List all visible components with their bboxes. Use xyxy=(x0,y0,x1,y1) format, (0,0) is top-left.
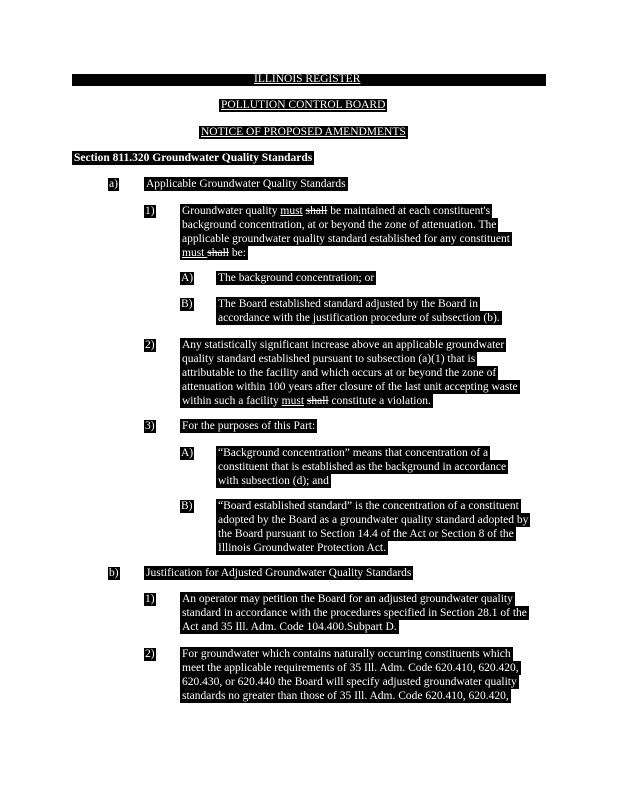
a1B-label: B) xyxy=(181,298,193,310)
b2-line-2: meet the applicable requirements of 35 Ill. Adm. Code 620.410, 620.420, xyxy=(182,662,519,674)
b2-line-4: standards no greater than those of 35 Ill. Adm. Code 620.410, 620.420, xyxy=(182,690,509,702)
a1-line-2: background concentration, at or beyond the zone of attenuation. The xyxy=(182,219,497,231)
b2-line-1: For groundwater which contains naturally occurring constituents which xyxy=(182,648,511,660)
a3A-label: A) xyxy=(181,447,194,459)
board-title: POLLUTION CONTROL BOARD xyxy=(221,99,386,111)
a3A-line-3: with subsection (d); and xyxy=(218,475,329,487)
subsection-b-label: b) xyxy=(109,567,119,579)
a3B-line-2: adopted by the Board as a groundwater quality standard adopted by xyxy=(218,514,529,526)
section-title: Section 811.320 Groundwater Quality Standards xyxy=(74,152,313,164)
subsection-a-label: a) xyxy=(109,178,118,190)
a3B-line-3: the Board pursuant to Section 14.4 of the Act or Section 8 of the xyxy=(218,528,514,540)
a2-line-3: attributable to the facility and which occurs at or beyond the zone of xyxy=(182,367,497,379)
b1-line-3: Act and 35 Ill. Adm. Code 104.400.Subpart D. xyxy=(182,621,397,633)
a2-label: 2) xyxy=(145,339,155,351)
b2-label: 2) xyxy=(145,648,155,660)
a2-line-1: Any statistically significant increase above an applicable groundwater xyxy=(182,339,505,351)
b1-line-2: standard in accordance with the procedures specified in Section 28.1 of the xyxy=(182,607,527,619)
a1A-text: The background concentration; or xyxy=(218,272,375,284)
a1B-line-1: The Board established standard adjusted by the Board in xyxy=(218,298,478,310)
register-title: ILLINOIS REGISTER xyxy=(254,73,361,85)
a1-line-4: must shall be: xyxy=(182,247,246,259)
a3B-line-4: Illinois Groundwater Protection Act. xyxy=(218,542,386,554)
a2-line-2: quality standard established pursuant to subsection (a)(1) that is xyxy=(182,353,476,365)
a3A-line-2: constituent that is established as the background in accordance xyxy=(218,461,507,473)
a1-line-3: applicable groundwater quality standard established for any constituent xyxy=(182,233,510,245)
a1A-label: A) xyxy=(181,272,194,284)
a1B-line-2: accordance with the justification procedure of subsection (b). xyxy=(218,312,500,324)
subsection-a-heading: Applicable Groundwater Quality Standards xyxy=(146,178,346,190)
a3B-line-1: “Board established standard” is the concentration of a constituent xyxy=(218,500,519,512)
a3-label: 3) xyxy=(145,420,155,432)
b1-line-1: An operator may petition the Board for an adjusted groundwater quality xyxy=(182,593,513,605)
a1-line-1: Groundwater quality must shall be maintained at each constituent's xyxy=(182,205,491,217)
a2-line-5: within such a facility must shall constitute a violation. xyxy=(182,395,431,407)
a3B-label: B) xyxy=(181,500,193,512)
a3A-line-1: “Background concentration” means that concentration of a xyxy=(218,447,489,459)
a3-intro: For the purposes of this Part: xyxy=(182,420,316,432)
b1-label: 1) xyxy=(145,593,155,605)
a2-line-4: attenuation within 100 years after closure of the last unit accepting waste xyxy=(182,381,518,393)
notice-title: NOTICE OF PROPOSED AMENDMENTS xyxy=(201,126,406,138)
a1-label: 1) xyxy=(145,205,155,217)
b2-line-3: 620.430, or 620.440 the Board will specify adjusted groundwater quality xyxy=(182,676,517,688)
subsection-b-heading: Justification for Adjusted Groundwater Quality Standards xyxy=(146,567,412,579)
